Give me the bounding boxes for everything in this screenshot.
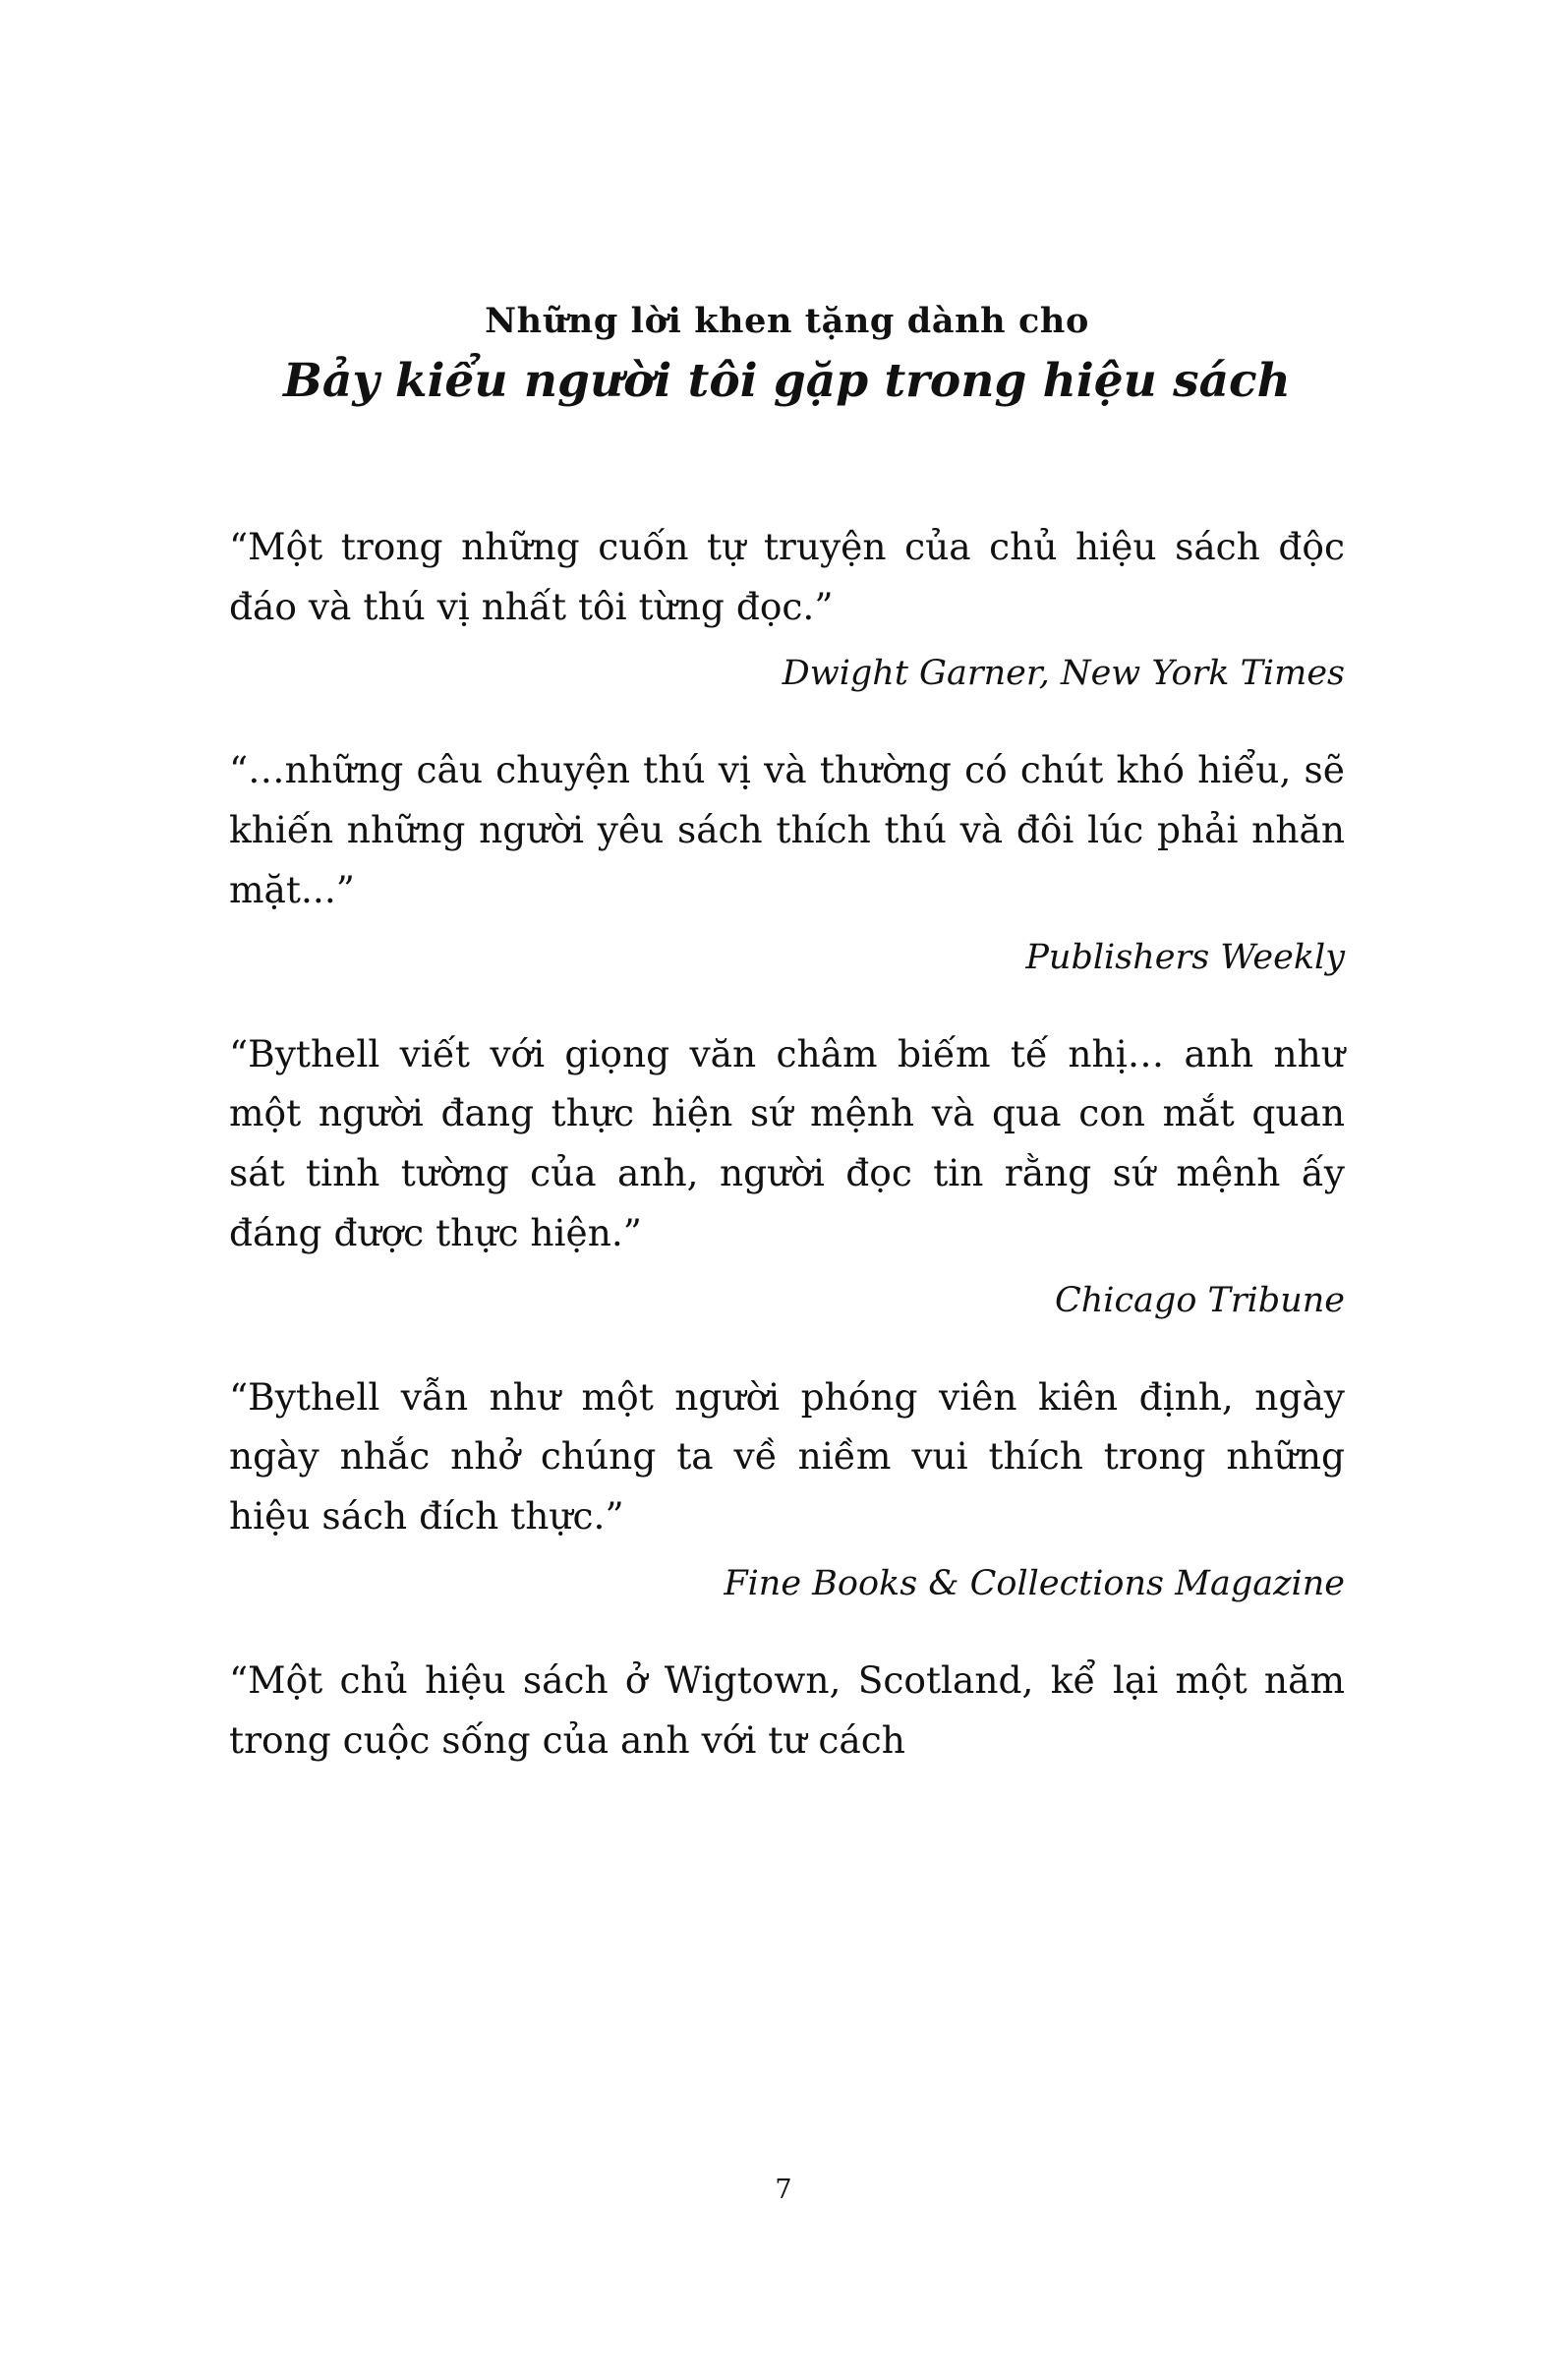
quote-source: Dwight Garner, New York Times xyxy=(782,654,1345,694)
quote-text: “Bythell viết với giọng văn châm biếm tế nhị… anh như một người đang thực hiện sứ mệnh và qua con mắt quan sát tinh tường của anh, người đọc tin rằng sứ mệnh ấy đáng được thực hiện.” xyxy=(229,1031,1345,1254)
page-content xyxy=(229,300,1345,1809)
praise-quotes-list xyxy=(229,517,1345,1770)
quote-text: “…những câu chuyện thú vị và thường có chút khó hiểu, sẽ khiến những người yêu sách thích thú và đôi lúc phải nhăn mặt...” xyxy=(229,748,1345,911)
quote-source: Publishers Weekly xyxy=(1025,937,1345,977)
heading-kicker: Những lời khen tặng dành cho xyxy=(485,301,1089,341)
quote-source: Chicago Tribune xyxy=(1054,1280,1345,1320)
quote-block xyxy=(229,1024,1345,1328)
quote-text: “Một trong những cuốn tự truyện của chủ hiệu sách độc đáo và thú vị nhất tôi từng đọc.” xyxy=(229,524,1345,628)
page-heading xyxy=(229,300,1345,411)
quote-block-partial xyxy=(229,1651,1345,1770)
quote-block xyxy=(229,740,1345,984)
quote-source: Fine Books & Collections Magazine xyxy=(724,1563,1345,1603)
quote-text: “Một chủ hiệu sách ở Wigtown, Scotland, kể lại một năm trong cuộc sống của anh với tư cách xyxy=(229,1657,1345,1762)
page-title: Bảy kiểu người tôi gặp trong hiệu sách xyxy=(283,353,1291,408)
page-number: 7 xyxy=(775,2175,792,2205)
quote-block xyxy=(229,517,1345,702)
quote-block xyxy=(229,1367,1345,1611)
quote-text: “Bythell vẫn như một người phóng viên kiên định, ngày ngày nhắc nhở chúng ta về niềm vui thích trong những hiệu sách đích thực.” xyxy=(229,1374,1345,1538)
